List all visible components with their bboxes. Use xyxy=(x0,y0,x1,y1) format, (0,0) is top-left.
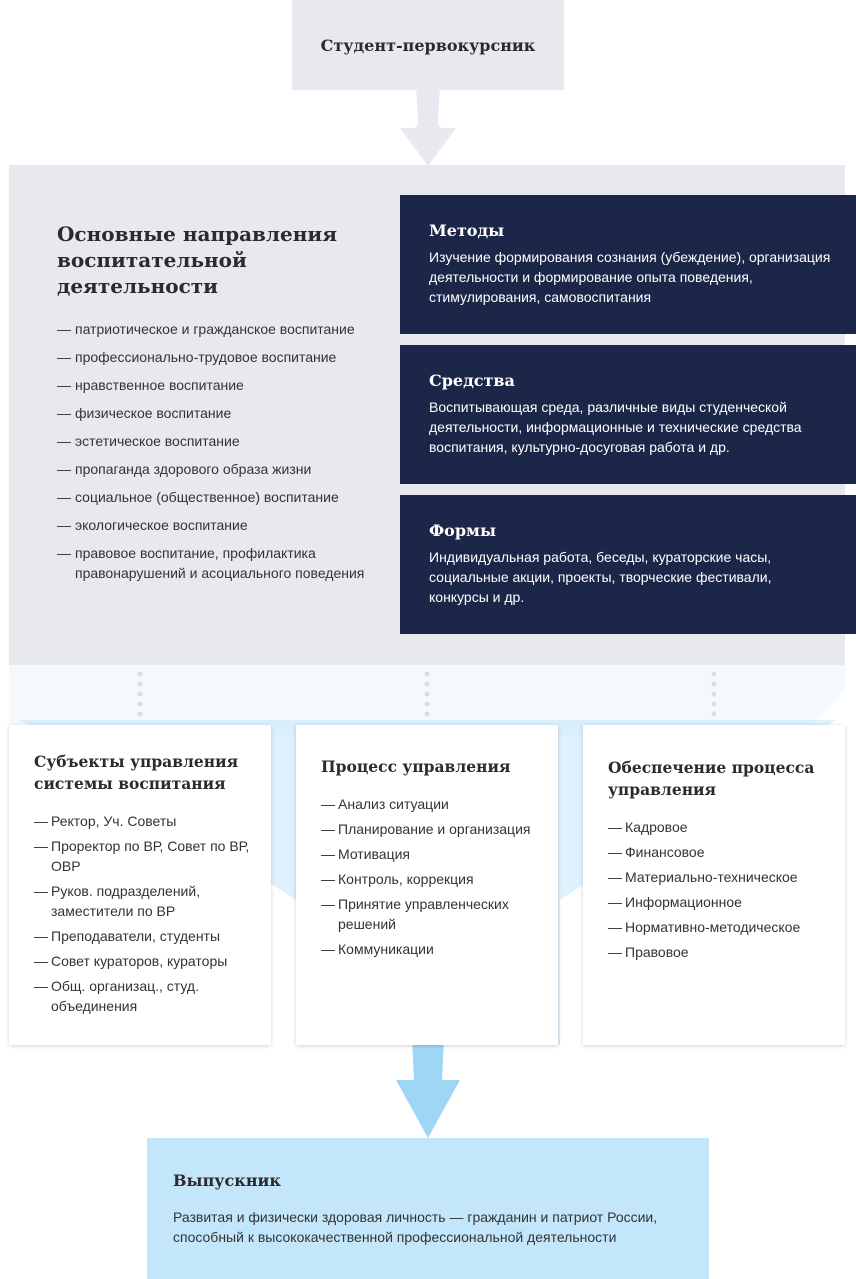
list-item: — патриотическое и гражданское воспитание xyxy=(57,319,387,339)
list-item: — Мотивация xyxy=(321,844,538,864)
list-item: — Контроль, коррекция xyxy=(321,869,538,889)
process-card xyxy=(296,725,558,1045)
list-item: — Коммуникации xyxy=(321,939,538,959)
start-label: Студент-первокурсник xyxy=(320,35,536,55)
means-text: Воспитывающая среда, различные виды студенческой деятельности, информационные и технические средства воспитания, культурно-досуговая работа и др. xyxy=(429,399,802,455)
means-title: Средства xyxy=(429,371,515,390)
directions-list xyxy=(57,319,387,591)
list-item: — Анализ ситуации xyxy=(321,794,538,814)
means-card xyxy=(400,345,856,484)
process-title: Процесс управления xyxy=(321,757,511,776)
support-list xyxy=(608,817,825,962)
subjects-card xyxy=(9,725,271,1045)
subjects-list xyxy=(34,811,251,1016)
support-card xyxy=(583,725,845,1045)
subjects-title: Субъекты управления системы воспитания xyxy=(34,752,239,793)
list-item: — Правовое xyxy=(608,942,825,962)
forms-card xyxy=(400,495,856,634)
methods-text: Изучение формирования сознания (убеждение), организация деятельности и формирование опыта поведения, стимулирования, самовоспитания xyxy=(429,249,831,305)
list-item: — Нормативно-методическое xyxy=(608,917,825,937)
support-title: Обеспечение процесса управления xyxy=(608,758,815,799)
forms-text: Индивидуальная работа, беседы, кураторские часы, социальные акции, проекты, творческие фестивали, конкурсы и др. xyxy=(429,549,772,605)
list-item: — пропаганда здорового образа жизни xyxy=(57,459,387,479)
list-item: — правовое воспитание, профилактика правонарушений и асоциального поведения xyxy=(57,543,387,583)
process-list xyxy=(321,794,538,959)
directions-title: Основные направления воспитательной деятельности xyxy=(57,222,337,298)
list-item: — социальное (общественное) воспитание xyxy=(57,487,387,507)
list-item: — Проректор по ВР, Совет по ВР, ОВР xyxy=(34,836,251,876)
arrow-down-icon xyxy=(398,88,458,166)
list-item: — Принятие управленческих решений xyxy=(321,894,538,934)
methods-title: Методы xyxy=(429,221,505,240)
list-item: — Ректор, Уч. Советы xyxy=(34,811,251,831)
list-item: — физическое воспитание xyxy=(57,403,387,423)
start-node xyxy=(292,0,564,90)
list-item: — Информационное xyxy=(608,892,825,912)
list-item: — Планирование и организация xyxy=(321,819,538,839)
list-item: — Материально-техническое xyxy=(608,867,825,887)
list-item: — профессионально-трудовое воспитание xyxy=(57,347,387,367)
list-item: — Руков. подразделений, заместители по ВР xyxy=(34,881,251,921)
list-item: — нравственное воспитание xyxy=(57,375,387,395)
graduate-node xyxy=(147,1138,709,1279)
list-item: — Кадровое xyxy=(608,817,825,837)
list-item: — эстетическое воспитание xyxy=(57,431,387,451)
list-item: — Общ. организац., студ. объединения xyxy=(34,976,251,1016)
methods-card xyxy=(400,195,856,334)
list-item: — Финансовое xyxy=(608,842,825,862)
list-item: — экологическое воспитание xyxy=(57,515,387,535)
list-item: — Совет кураторов, кураторы xyxy=(34,951,251,971)
graduate-title: Выпускник xyxy=(173,1171,281,1190)
graduate-text: Развитая и физически здоровая личность — гражданин и патриот России, способный к высококачественной профессиональной деятельности xyxy=(173,1209,658,1245)
list-item: — Преподаватели, студенты xyxy=(34,926,251,946)
forms-title: Формы xyxy=(429,521,496,540)
